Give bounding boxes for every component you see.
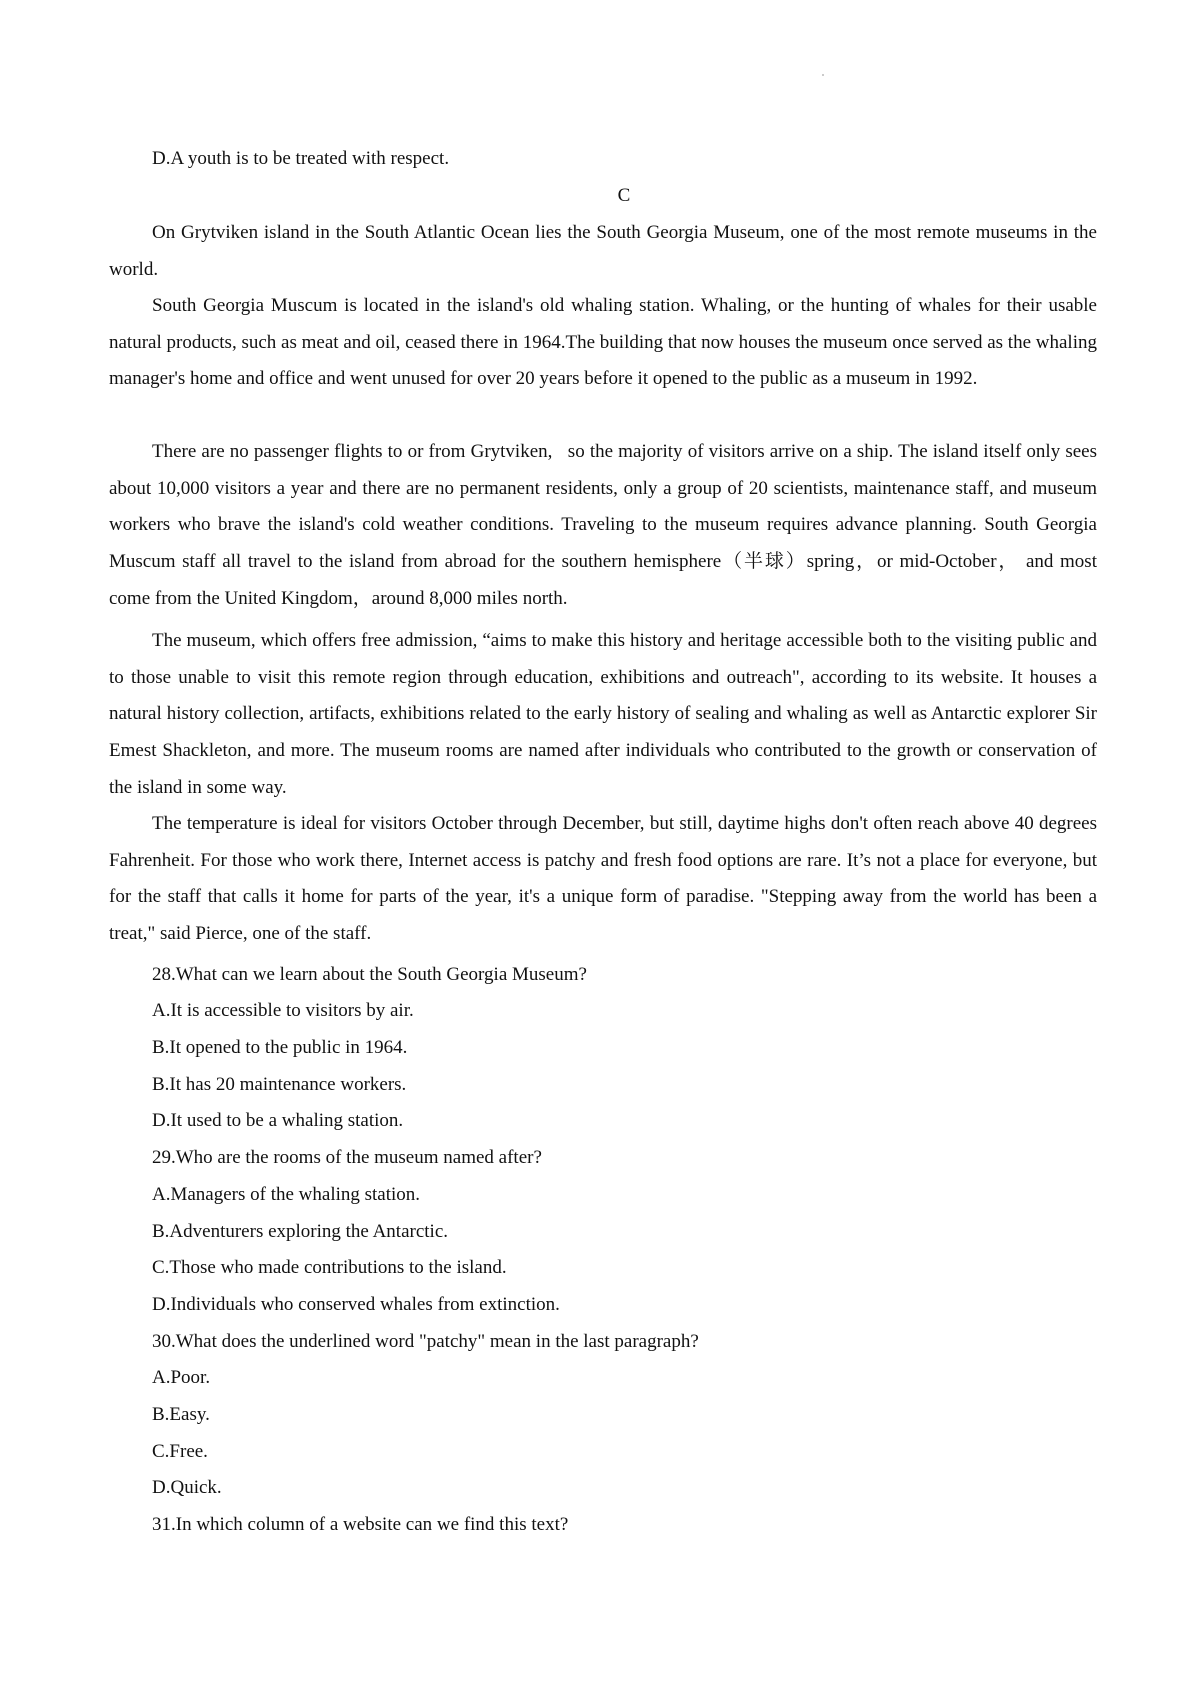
paragraph-1: On Grytviken island in the South Atlantic Ocean lies the South Georgia Museum, one of the most remote museums in the world.	[109, 222, 1097, 280]
paragraph-5: The temperature is ideal for visitors October through December, but still, daytime highs don't often reach above 40 degrees Fahrenheit. For those who work there, Internet access is patchy and fresh food options are rare. It’s not a place for everyone, but for the staff that calls it home for parts of the year, it's a unique form of paradise. "Stepping away from the world has been a treat," said Pierce, one of the staff.	[109, 813, 1097, 945]
question-30-option-a: A.Poor.	[152, 1367, 211, 1388]
question-28-option-a: A.It is accessible to visitors by air.	[152, 1000, 414, 1021]
question-30-option-b: B.Easy.	[152, 1404, 210, 1425]
question-30-option-d: D.Quick.	[152, 1477, 222, 1498]
question-31-stem: 31.In which column of a website can we find this text?	[152, 1514, 569, 1535]
question-28-option-b: B.It opened to the public in 1964.	[152, 1037, 408, 1058]
question-28-option-d: D.It used to be a whaling station.	[152, 1110, 404, 1131]
scan-speck	[822, 74, 824, 76]
paragraph-4: The museum, which offers free admission, “aims to make this history and heritage accessible both to the visiting public and to those unable to visit this remote region through education, exhibitions and outreach", according to its website. It houses a natural history collection, artifacts, exhibitions related to the early history of sealing and whaling as well as Antarctic explorer Sir Emest Shackleton, and more. The museum rooms are named after individuals who contributed to the growth or conservation of the island in some way.	[109, 630, 1097, 798]
previous-question-option-d: D.A youth is to be treated with respect.	[152, 148, 450, 169]
paragraph-3: There are no passenger flights to or from Grytviken, so the majority of visitors arrive on a ship. The island itself only sees about 10,000 visitors a year and there are no permanent residents, only a group of 20 scientists, maintenance staff, and museum workers who brave the island's cold weather conditions. Traveling to the museum requires advance planning. South Georgia Muscum staff all travel to the island from abroad for the southern hemisphere（半球）spring，or mid-October， and most come from the United Kingdom，around 8,000 miles north.	[109, 441, 1097, 609]
question-28-option-c: B.It has 20 maintenance workers.	[152, 1074, 407, 1095]
question-30-option-c: C.Free.	[152, 1441, 208, 1462]
question-30-stem: 30.What does the underlined word "patchy" mean in the last paragraph?	[152, 1331, 699, 1352]
section-label: C	[617, 185, 631, 206]
question-29-option-d: D.Individuals who conserved whales from extinction.	[152, 1294, 560, 1315]
paragraph-2: South Georgia Muscum is located in the island's old whaling station. Whaling, or the hunting of whales for their usable natural products, such as meat and oil, ceased there in 1964.The building that now houses the museum once served as the whaling manager's home and office and went unused for over 20 years before it opened to the public as a museum in 1992.	[109, 295, 1097, 390]
question-28-stem: 28.What can we learn about the South Georgia Museum?	[152, 964, 587, 985]
question-29-option-a: A.Managers of the whaling station.	[152, 1184, 421, 1205]
question-29-stem: 29.Who are the rooms of the museum named after?	[152, 1147, 542, 1168]
question-29-option-c: C.Those who made contributions to the island.	[152, 1257, 507, 1278]
question-29-option-b: B.Adventurers exploring the Antarctic.	[152, 1221, 449, 1242]
